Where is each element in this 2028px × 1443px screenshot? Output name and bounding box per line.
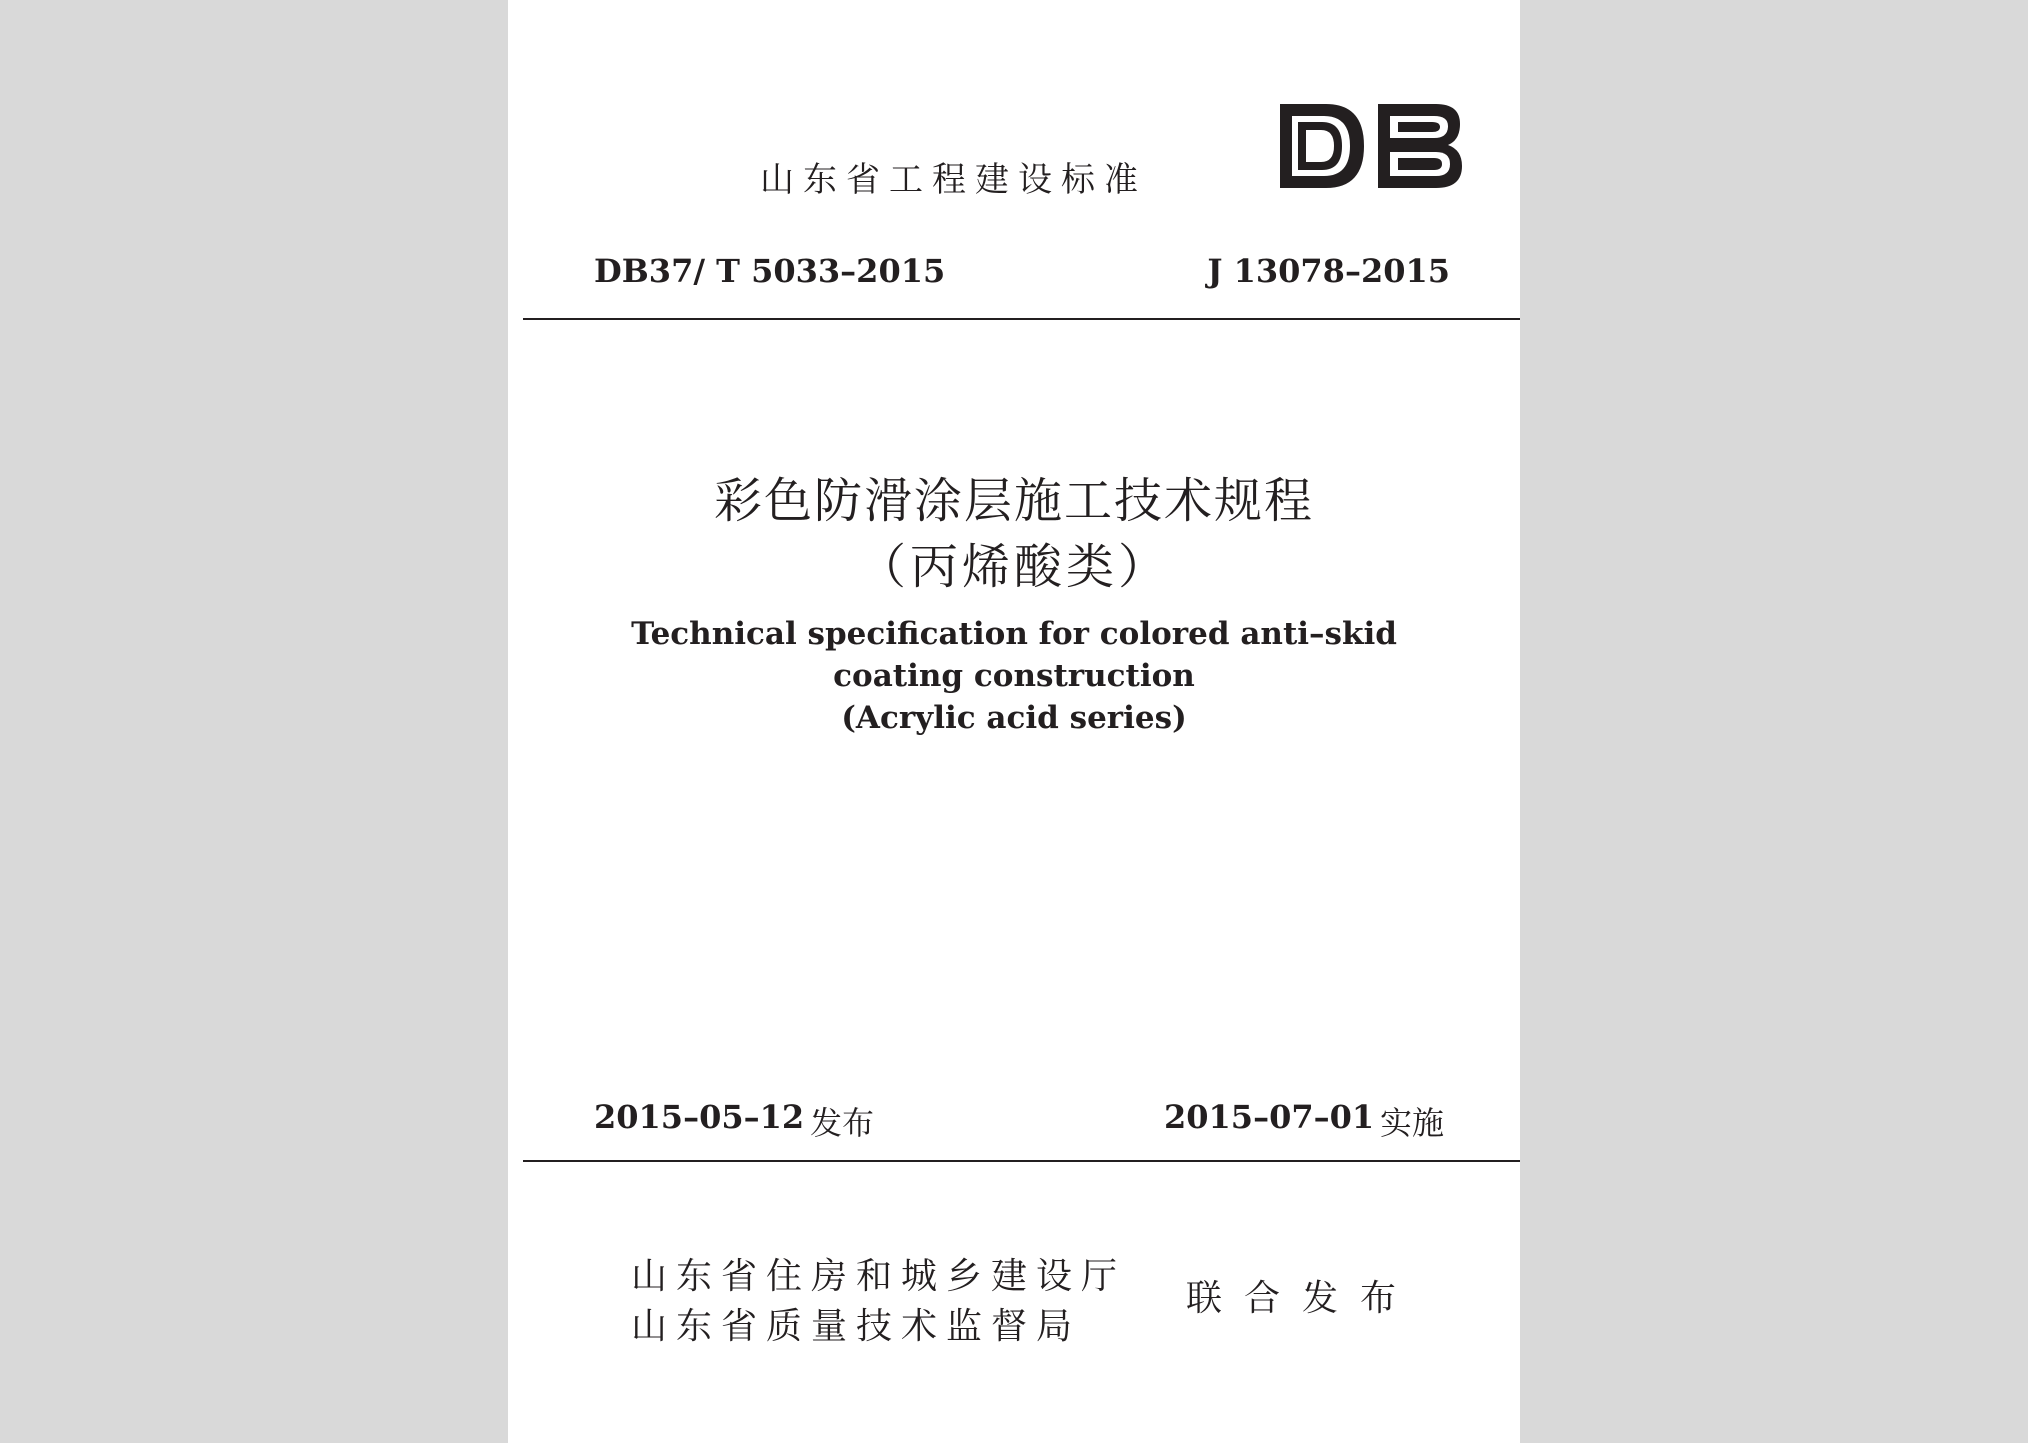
publisher-org-1: 山东省住房和城乡建设厅: [631, 1256, 1127, 1297]
record-code: J 13078–2015: [1207, 252, 1450, 290]
issue-label: 发布: [810, 1104, 875, 1142]
title-en-line1: Technical specification for colored anti–skid: [631, 616, 1397, 652]
standard-code: DB37/ T 5033–2015: [594, 252, 946, 290]
publisher-org-2: 山东省质量技术监督局: [631, 1306, 1082, 1347]
joint-publish-label: 联合发布: [1186, 1278, 1419, 1319]
title-cn-line1: 彩色防滑涂层施工技术规程: [713, 473, 1314, 529]
effective-label: 实施: [1380, 1104, 1445, 1142]
title-cn-line2: （丙烯酸类）: [857, 539, 1170, 595]
effective-date: 2015–07–01: [1164, 1098, 1375, 1136]
standard-cover-page: [508, 0, 1520, 1443]
title-en-line2: coating construction: [833, 658, 1195, 694]
db-logo: [1276, 100, 1466, 192]
title-en-line3: (Acrylic acid series): [841, 700, 1187, 736]
issuer-standard-title: 山东省工程建设标准: [760, 160, 1147, 200]
issue-date: 2015–05–12: [594, 1098, 805, 1136]
top-divider: [523, 318, 1520, 320]
bottom-divider: [523, 1160, 1520, 1162]
